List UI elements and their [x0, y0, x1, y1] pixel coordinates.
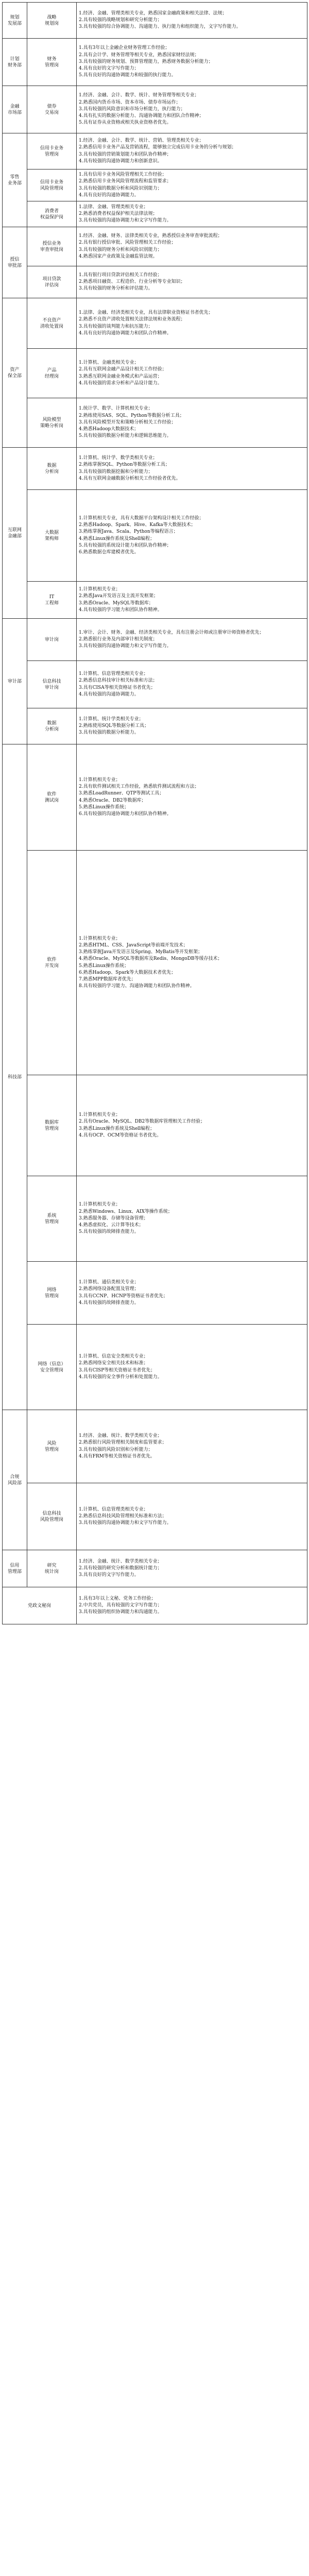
table-row — [3, 133, 307, 170]
table-row — [3, 1262, 307, 1325]
table-row — [3, 708, 307, 744]
position-cell: 项目贷款 评估岗 — [27, 266, 77, 298]
requirements-cell: 1.经济、金融、统计、数学类相关专业； 2.熟悉银行风险管理相关制度和监管要求； 3.具有较强的风险识别和分析能力； 4.具有FRM等相关资格证书者优先。 — [77, 1410, 307, 1483]
position-cell: 信息科技 审计岗 — [27, 661, 77, 708]
table-row — [3, 490, 307, 582]
position-cell: 审计岗 — [27, 619, 77, 661]
table-row — [3, 1325, 307, 1410]
requirements-cell: 1.具有3年以上金融企业财务管理工作经验； 2.具有会计学、财务管理等相关专业，熟悉国家财经法规； 3.具有较强的财务规划、预算管理能力，熟悉财务数据分析能力； 4.具有良好的文字写作能力； 5.具有良好的沟通协调能力和较强的执行能力。 — [77, 39, 307, 86]
requirements-cell: 1.经济、金融、管理类相关专业，熟悉国家金融政策和相关法律、法规； 2.具有较强的战略规划和研究分析能力； 3.具有较强的综合协调能力、沟通能力、执行能力和组织能力，文字写作能力。 — [77, 3, 307, 39]
department-cell: 计划 财务部 — [3, 39, 27, 86]
table-row — [3, 661, 307, 708]
position-cell: 软件 开发岗 — [27, 851, 77, 1075]
department-cell: 规划 发展部 — [3, 3, 27, 39]
table-row — [3, 170, 307, 201]
requirements-cell: 1.计算机、统计学类相关专业； 2.熟练使用SQL等数据分析工具； 3.具有较强的数据分析能力。 — [77, 708, 307, 744]
table-row — [3, 1176, 307, 1262]
position-cell: 债券 交易岗 — [27, 86, 77, 133]
job-requirements-table — [2, 2, 307, 1624]
requirements-cell: 1.计算机、信息管理类相关专业； 2.熟悉信息科技风险管理相关标准和方法； 3.具有较强的沟通协调能力和文字写作能力。 — [77, 1483, 307, 1550]
table-row — [3, 86, 307, 133]
table-body — [3, 3, 307, 1624]
position-cell: IT 工程师 — [27, 582, 77, 619]
position-cell: 数据 分析岗 — [27, 448, 77, 490]
position-cell: 系统 管理岗 — [27, 1176, 77, 1262]
department-cell: 互联网 金融部 — [3, 448, 27, 619]
position-cell: 软件 测试岗 — [27, 744, 77, 851]
table-row — [3, 266, 307, 298]
position-cell: 产品 经理岗 — [27, 349, 77, 398]
requirements-cell: 1.计算机、通信类相关专业； 2.熟悉网络设备配置及管理； 3.具有CCNP、HCNP等资格证书者优先； 4.具有较强的故障排查能力。 — [77, 1262, 307, 1325]
department-cell: 授信 审批部 — [3, 227, 27, 298]
position-cell: 财务 管理岗 — [27, 39, 77, 86]
position-cell: 战略 规划岗 — [27, 3, 77, 39]
position-cell: 数据库 管理岗 — [27, 1075, 77, 1176]
position-cell: 网络（信息） 安全管理岗 — [27, 1325, 77, 1410]
requirements-cell: 1.审计、会计、财务、金融、经济类相关专业，具有注册会计师或注册审计师资格者优先； 2.熟悉银行业务及内部审计相关制度； 3.具有较强的沟通协调能力和文字写作能力。 — [77, 619, 307, 661]
department-cell: 资产 保全部 — [3, 298, 27, 448]
position-cell: 消费者 权益保护岗 — [27, 201, 77, 227]
department-cell: 零售 业务部 — [3, 133, 27, 227]
table-row — [3, 582, 307, 619]
position-cell: 网络 管理岗 — [27, 1262, 77, 1325]
table-row — [3, 1587, 307, 1624]
position-cell: 大数据 架构师 — [27, 490, 77, 582]
position-cell: 研究 统计岗 — [27, 1550, 77, 1587]
department-cell: 金融 市场部 — [3, 86, 27, 133]
department-cell: 审计部 — [3, 619, 27, 744]
position-cell: 风险模型 策略分析岗 — [27, 398, 77, 448]
requirements-cell: 1.具有信用卡业务风险管理相关工作经验； 2.熟悉信用卡业务风险管理流程和监管要求； 3.具有较强的数据分析和风险识别能力； 4.具有良好的沟通协调能力。 — [77, 170, 307, 201]
requirements-cell: 1.统计学、数学、计算机相关专业； 2.熟练使用SAS、SQL、Python等数据分析工具； 3.具有风险模型开发和策略分析相关工作经验； 4.熟悉Hadoop大数据技术； 5.具有较强的数据分析能力和逻辑思维能力。 — [77, 398, 307, 448]
requirements-cell: 1.具有3年以上文秘、党务工作经验； 2.中共党员，具有较强的文字写作能力； 3.具有较强的组织协调能力和沟通能力。 — [77, 1587, 307, 1624]
table-row — [3, 1550, 307, 1587]
table-row — [3, 1075, 307, 1176]
requirements-cell: 1.经济、金融、会计、数学、统计、营销、管理类相关专业； 2.熟悉信用卡业务产品及营销流程，能够独立完成信用卡业务的分析与规划； 3.具有较强的营销策划能力和团队协作精神； 4.具有较强的沟通协调能力和创新意识。 — [77, 133, 307, 170]
position-cell: 不良资产 清收处置岗 — [27, 298, 77, 349]
table-row — [3, 201, 307, 227]
position-cell: 授信业务 审查审批岗 — [27, 227, 77, 266]
requirements-cell: 1.计算机、信息管理类相关专业； 2.熟悉信息科技审计相关标准和方法； 3.具有CISA等相关资格证书者优先； 4.具有较强的沟通协调能力。 — [77, 661, 307, 708]
table-row — [3, 398, 307, 448]
requirements-cell: 1.计算机、信息安全类相关专业； 2.熟悉网络安全相关技术和标准； 3.具有CISP等相关资格证书者优先； 4.具有较强的安全事件分析和处置能力。 — [77, 1325, 307, 1410]
table-row — [3, 298, 307, 349]
position-cell: 信用卡业务 风险管理岗 — [27, 170, 77, 201]
table-row — [3, 1483, 307, 1550]
table-row — [3, 1410, 307, 1483]
requirements-cell: 1.经济、金融、会计、数学、统计、财务管理等相关专业； 2.熟悉国内货币市场、资本市场、债券市场运作； 3.具有较强的风险意识和市场分析能力，执行能力； 4.具有扎实的数据分析能力、沟通协调能力和团队合作精神； 5.具有证券从业资格或相关执业资格者优先。 — [77, 86, 307, 133]
requirements-cell: 1.计算机相关专业； 2.熟悉Java开发语言及主流开发框架； 3.熟悉Oracle、MySQL等数据库； 4.具有较强的学习能力和团队协作精神。 — [77, 582, 307, 619]
department-cell: 信用 管理部 — [3, 1550, 27, 1587]
table-row — [3, 349, 307, 398]
department-cell: 科技部 — [3, 744, 27, 1410]
position-cell: 信用卡业务 管理岗 — [27, 133, 77, 170]
requirements-cell: 1.计算机相关专业； 2.熟悉Windows、Linux、AIX等操作系统； 3.熟悉服务器、存储等设备管理； 4.熟悉虚拟化、云计算等技术； 5.具有较强的故障排查能力。 — [77, 1176, 307, 1262]
requirements-cell: 1.经济、金融、统计、数学类相关专业； 2.具有较强的研究分析和数据统计能力； 3.具有良好的文字写作能力。 — [77, 1550, 307, 1587]
position-cell: 风险 管理岗 — [27, 1410, 77, 1483]
requirements-cell: 1.计算机相关专业，具有大数据平台架构设计相关工作经验； 2.熟悉Hadoop、Spark、Hive、Kafka等大数据技术； 3.熟练掌握Java、Scala、Python等编程语言； 4.熟悉Linux操作系统及Shell编程； 5.具有较强的系统设计能力和团队协作精神； 6.熟悉数据仓库建模者优先。 — [77, 490, 307, 582]
table-row — [3, 3, 307, 39]
department-cell: 合规 风险部 — [3, 1410, 27, 1550]
requirements-cell: 1.法律、金融、管理类相关专业； 2.熟悉消费者权益保护相关法律法规； 3.具有较强的沟通协调能力和文字写作能力。 — [77, 201, 307, 227]
requirements-cell: 1.经济、金融、财务、法律类相关专业，熟悉授信业务审查审批流程； 2.具有银行授信审批、风险管理相关工作经验； 3.具有较强的财务分析和风险识别能力； 4.熟悉国家产业政策及金融监管法规。 — [77, 227, 307, 266]
position-cell: 数据 分析岗 — [27, 708, 77, 744]
requirements-cell: 1.计算机相关专业； 2.熟悉HTML、CSS、JavaScript等前端开发技术； 3.熟练掌握Java开发语言及Spring、MyBatis等开发框架； 4.熟悉Oracle、MySQL等数据库及Redis、MongoDB等缓存技术； 5.熟悉Linux操作系统； 6.熟悉Hadoop、Spark等大数据技术者优先； 7.熟悉MPP数据库者优先； 8.具有较强的学习能力、沟通协调能力和团队协作精神。 — [77, 851, 307, 1075]
table-row — [3, 448, 307, 490]
table-row — [3, 744, 307, 851]
requirements-cell: 1.法律、金融、经济类相关专业，具有法律职业资格证书者优先； 2.熟悉不良资产清收处置相关法律法规和业务流程； 3.具有较强的谈判能力和抗压能力； 4.具有良好的沟通协调能力和团队合作精神。 — [77, 298, 307, 349]
table-row — [3, 39, 307, 86]
requirements-cell: 1.计算机相关专业； 2.具有Oracle、MySQL、DB2等数据库管理相关工作经验； 3.熟悉Linux操作系统及Shell编程； 4.具有OCP、OCM等资格证书者优先。 — [77, 1075, 307, 1176]
table-row — [3, 851, 307, 1075]
table-row — [3, 619, 307, 661]
department-cell: 党政文秘岗 — [3, 1587, 77, 1624]
position-cell: 信息科技 风险管理岗 — [27, 1483, 77, 1550]
requirements-cell: 1.计算机、统计学、数学类相关专业； 2.熟练掌握SQL、Python等数据分析工具； 3.具有较强的数据挖掘和分析能力； 4.具有互联网金融数据分析相关工作经验者优先。 — [77, 448, 307, 490]
requirements-cell: 1.计算机相关专业； 2.具有软件测试相关工作经验，熟悉软件测试流程和方法； 3.熟悉LoadRunner、QTP等测试工具； 4.熟悉Oracle、DB2等数据库； 5.熟悉Linux操作系统； 6.具有较强的沟通协调能力和团队协作精神。 — [77, 744, 307, 851]
requirements-cell: 1.计算机、金融类相关专业； 2.具有互联网金融产品设计相关工作经验； 3.熟悉互联网金融业务模式和产品运营； 4.具有较强的需求分析和产品设计能力。 — [77, 349, 307, 398]
table-row — [3, 227, 307, 266]
requirements-cell: 1.具有银行项目贷款评估相关工作经验； 2.熟悉项目融资、工程造价、行业分析等专业知识； 3.具有较强的财务分析和评估能力。 — [77, 266, 307, 298]
